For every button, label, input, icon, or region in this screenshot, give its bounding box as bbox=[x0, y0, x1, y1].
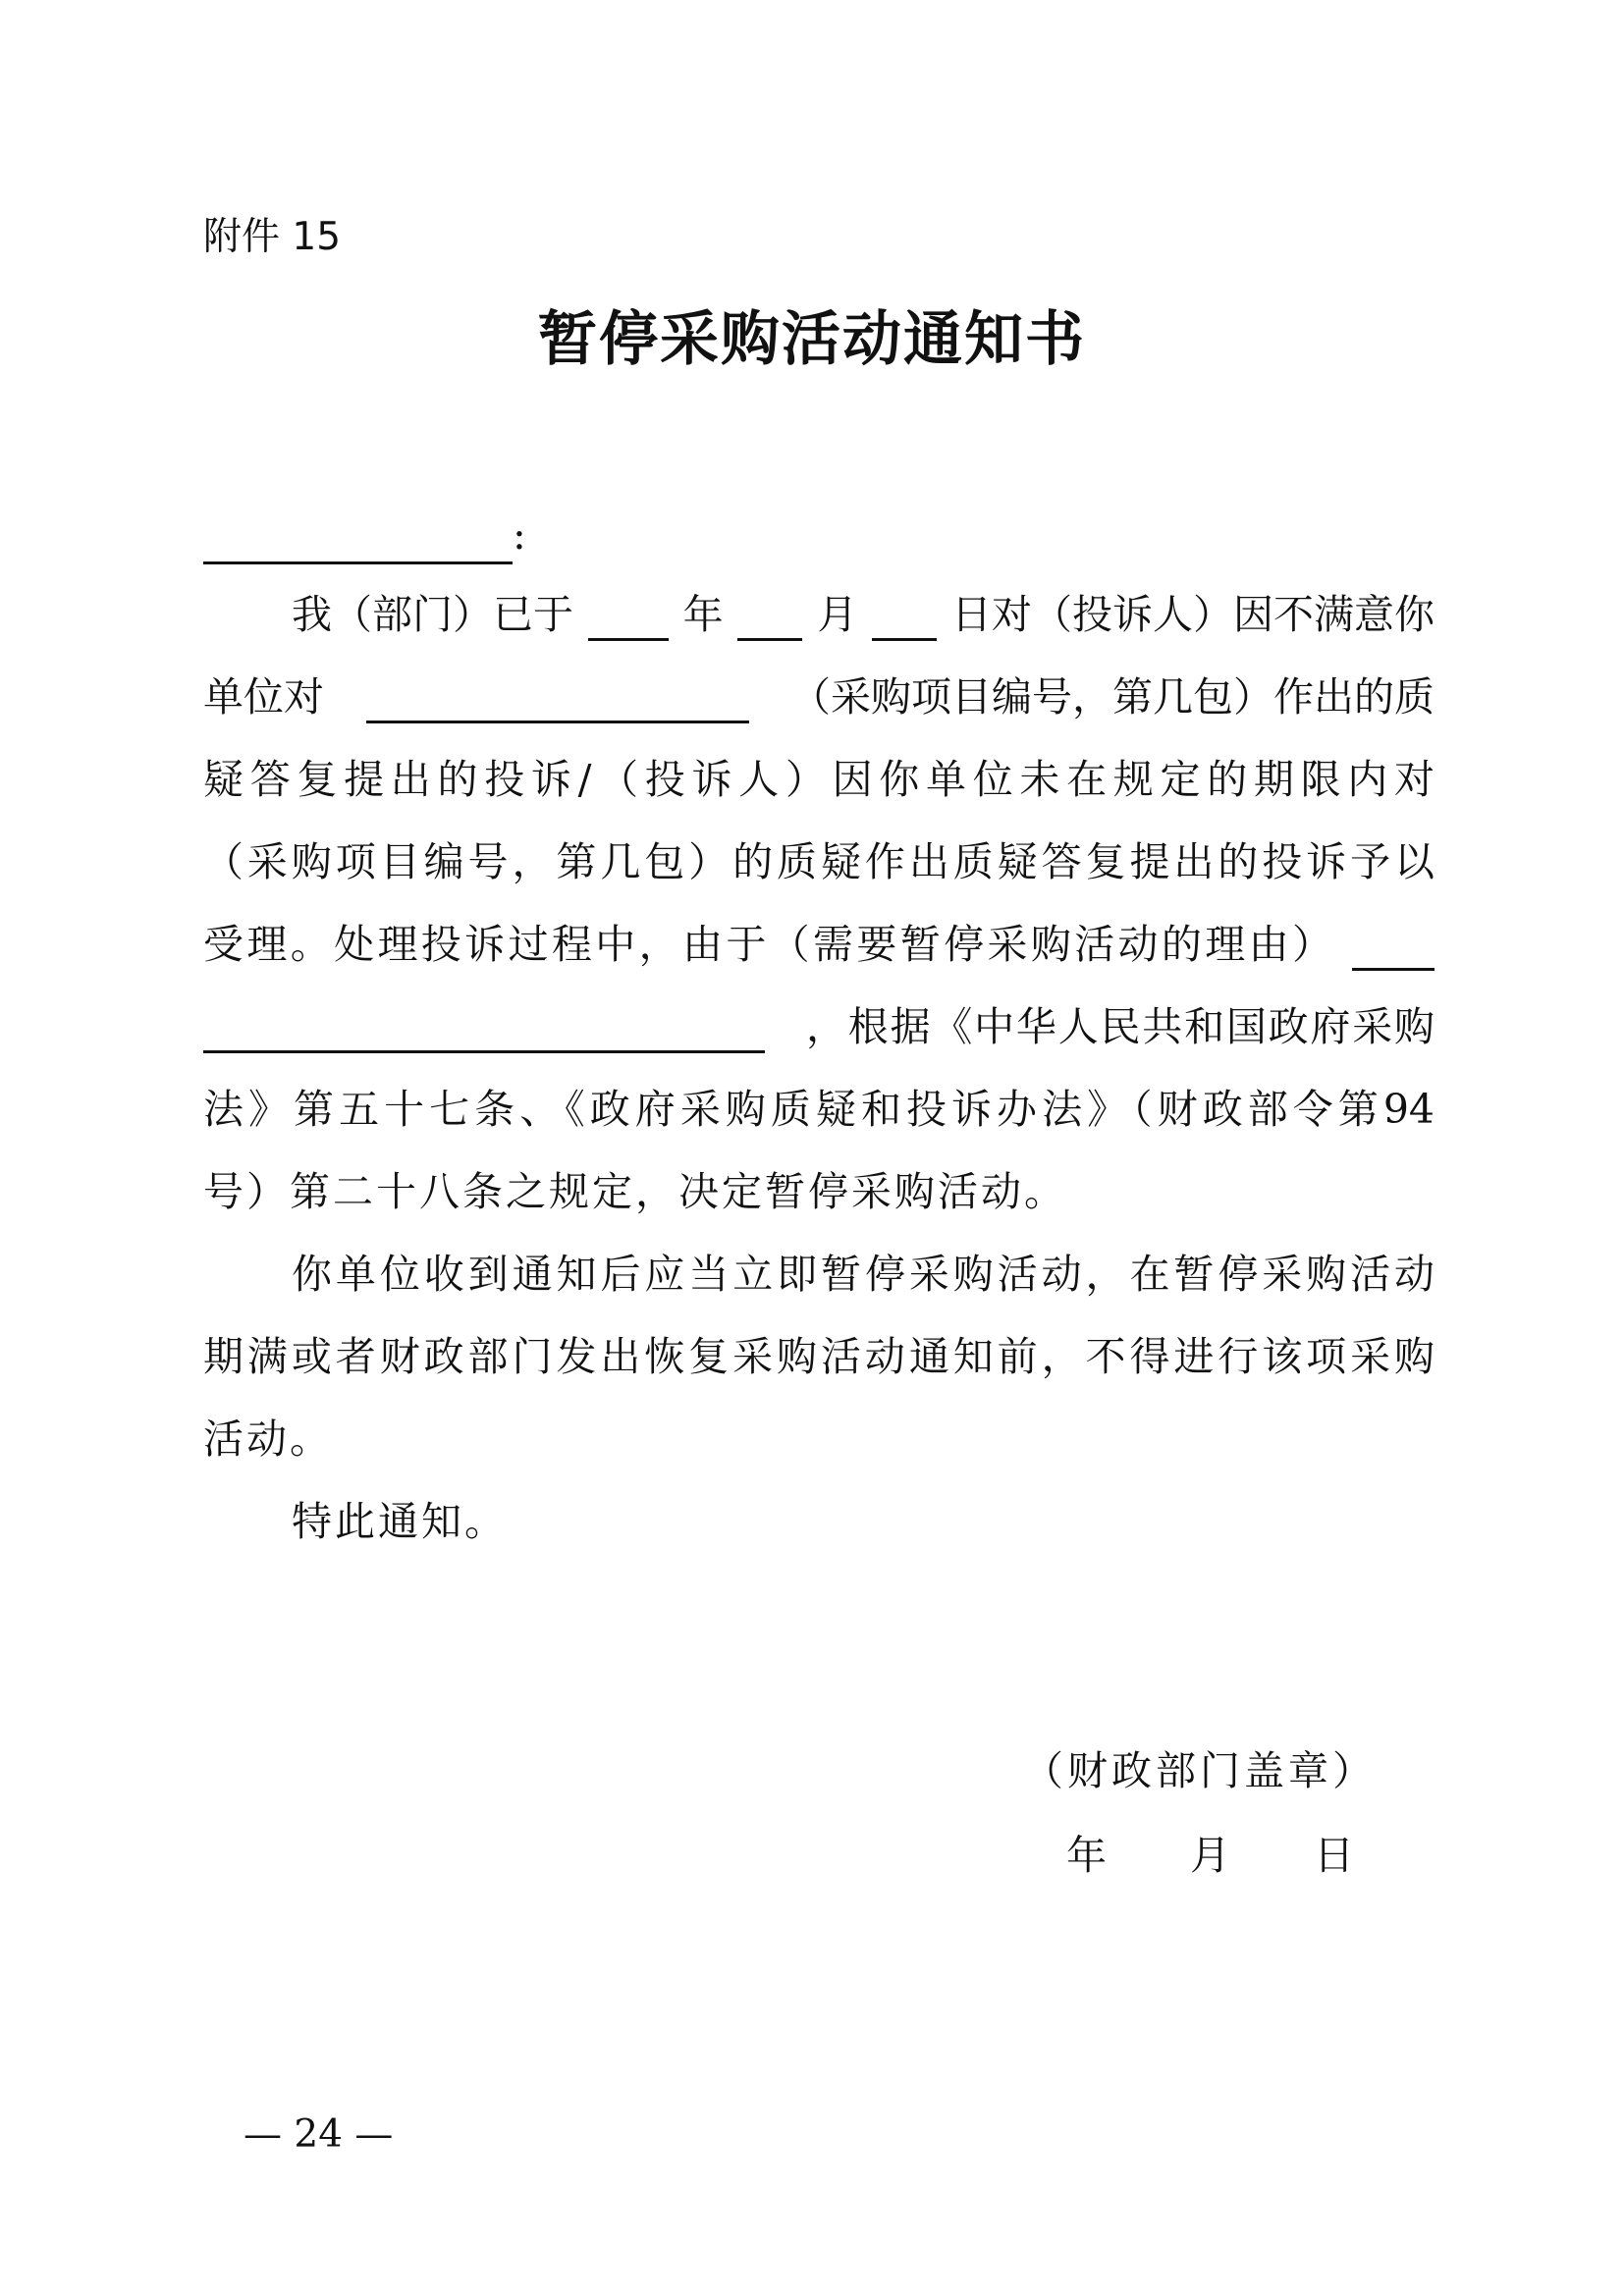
text-segment: 受理。处理投诉过程中，由于（需要暂停采购活动的理由） bbox=[203, 921, 1332, 968]
salutation bbox=[203, 506, 526, 564]
seal-note: （财政部门盖章） bbox=[1023, 1747, 1377, 1794]
text-segment: （采购项目编号，第几包）作出的质 bbox=[790, 673, 1435, 721]
paragraph-1-line-5 bbox=[203, 903, 1435, 986]
attachment-label: 附件 15 bbox=[203, 215, 342, 259]
paragraph-1-line-8 bbox=[203, 1150, 1435, 1233]
reason-blank-end bbox=[203, 1001, 765, 1053]
reason-blank-start bbox=[1352, 919, 1435, 971]
text-segment: 年 bbox=[682, 591, 724, 638]
text-segment: 疑答复提出的投诉/（投诉人）因你单位未在规定的期限内对 bbox=[203, 756, 1435, 803]
paragraph-2-line-2 bbox=[203, 1315, 1435, 1398]
salutation-colon: : bbox=[513, 511, 526, 559]
text-segment: 单位对 bbox=[203, 673, 324, 721]
day-blank bbox=[872, 589, 937, 641]
page-number: — 24 — bbox=[244, 2112, 394, 2157]
text-segment: 法》第五十七条、《政府采购质疑和投诉办法》（财政部令第94 bbox=[203, 1086, 1435, 1133]
paragraph-1-line-1 bbox=[292, 573, 1435, 656]
paragraph-2-line-1 bbox=[292, 1233, 1435, 1315]
text-segment: ，根据《中华人民共和国政府采购 bbox=[806, 1003, 1435, 1050]
page-title: 暂停采购活动通知书 bbox=[538, 305, 1086, 374]
text-segment: （采购项目编号，第几包）的质疑作出质疑答复提出的投诉予以 bbox=[203, 838, 1435, 885]
signature-date bbox=[1066, 1826, 1354, 1885]
text-segment: 活动。 bbox=[203, 1415, 333, 1463]
paragraph-1-line-7 bbox=[203, 1068, 1435, 1150]
paragraph-1-line-2 bbox=[203, 656, 1435, 738]
paragraph-1-line-3 bbox=[203, 738, 1435, 821]
closing-line bbox=[292, 1480, 881, 1563]
date-day: 日 bbox=[1314, 1832, 1355, 1879]
project-blank bbox=[366, 671, 749, 723]
date-year: 年 bbox=[1066, 1832, 1107, 1879]
text-segment: 期满或者财政部门发出恢复采购活动通知前，不得进行该项采购 bbox=[203, 1333, 1435, 1380]
month-blank bbox=[737, 589, 802, 641]
text-segment: 你单位收到通知后应当立即暂停采购活动，在暂停采购活动 bbox=[292, 1251, 1435, 1298]
addressee-blank bbox=[203, 518, 513, 564]
text-segment: 号）第二十八条之规定，决定暂停采购活动。 bbox=[203, 1168, 1067, 1215]
text-segment: 月 bbox=[817, 591, 858, 638]
text-segment: 我（部门）已于 bbox=[292, 591, 573, 638]
paragraph-1-line-6 bbox=[203, 986, 1435, 1068]
date-month: 月 bbox=[1190, 1832, 1231, 1879]
text-segment: 日对（投诉人）因不满意你 bbox=[950, 591, 1435, 638]
year-blank bbox=[588, 589, 669, 641]
paragraph-1-line-4 bbox=[203, 821, 1435, 903]
paragraph-2-line-3 bbox=[203, 1398, 1435, 1480]
closing-text: 特此通知。 bbox=[292, 1498, 508, 1545]
